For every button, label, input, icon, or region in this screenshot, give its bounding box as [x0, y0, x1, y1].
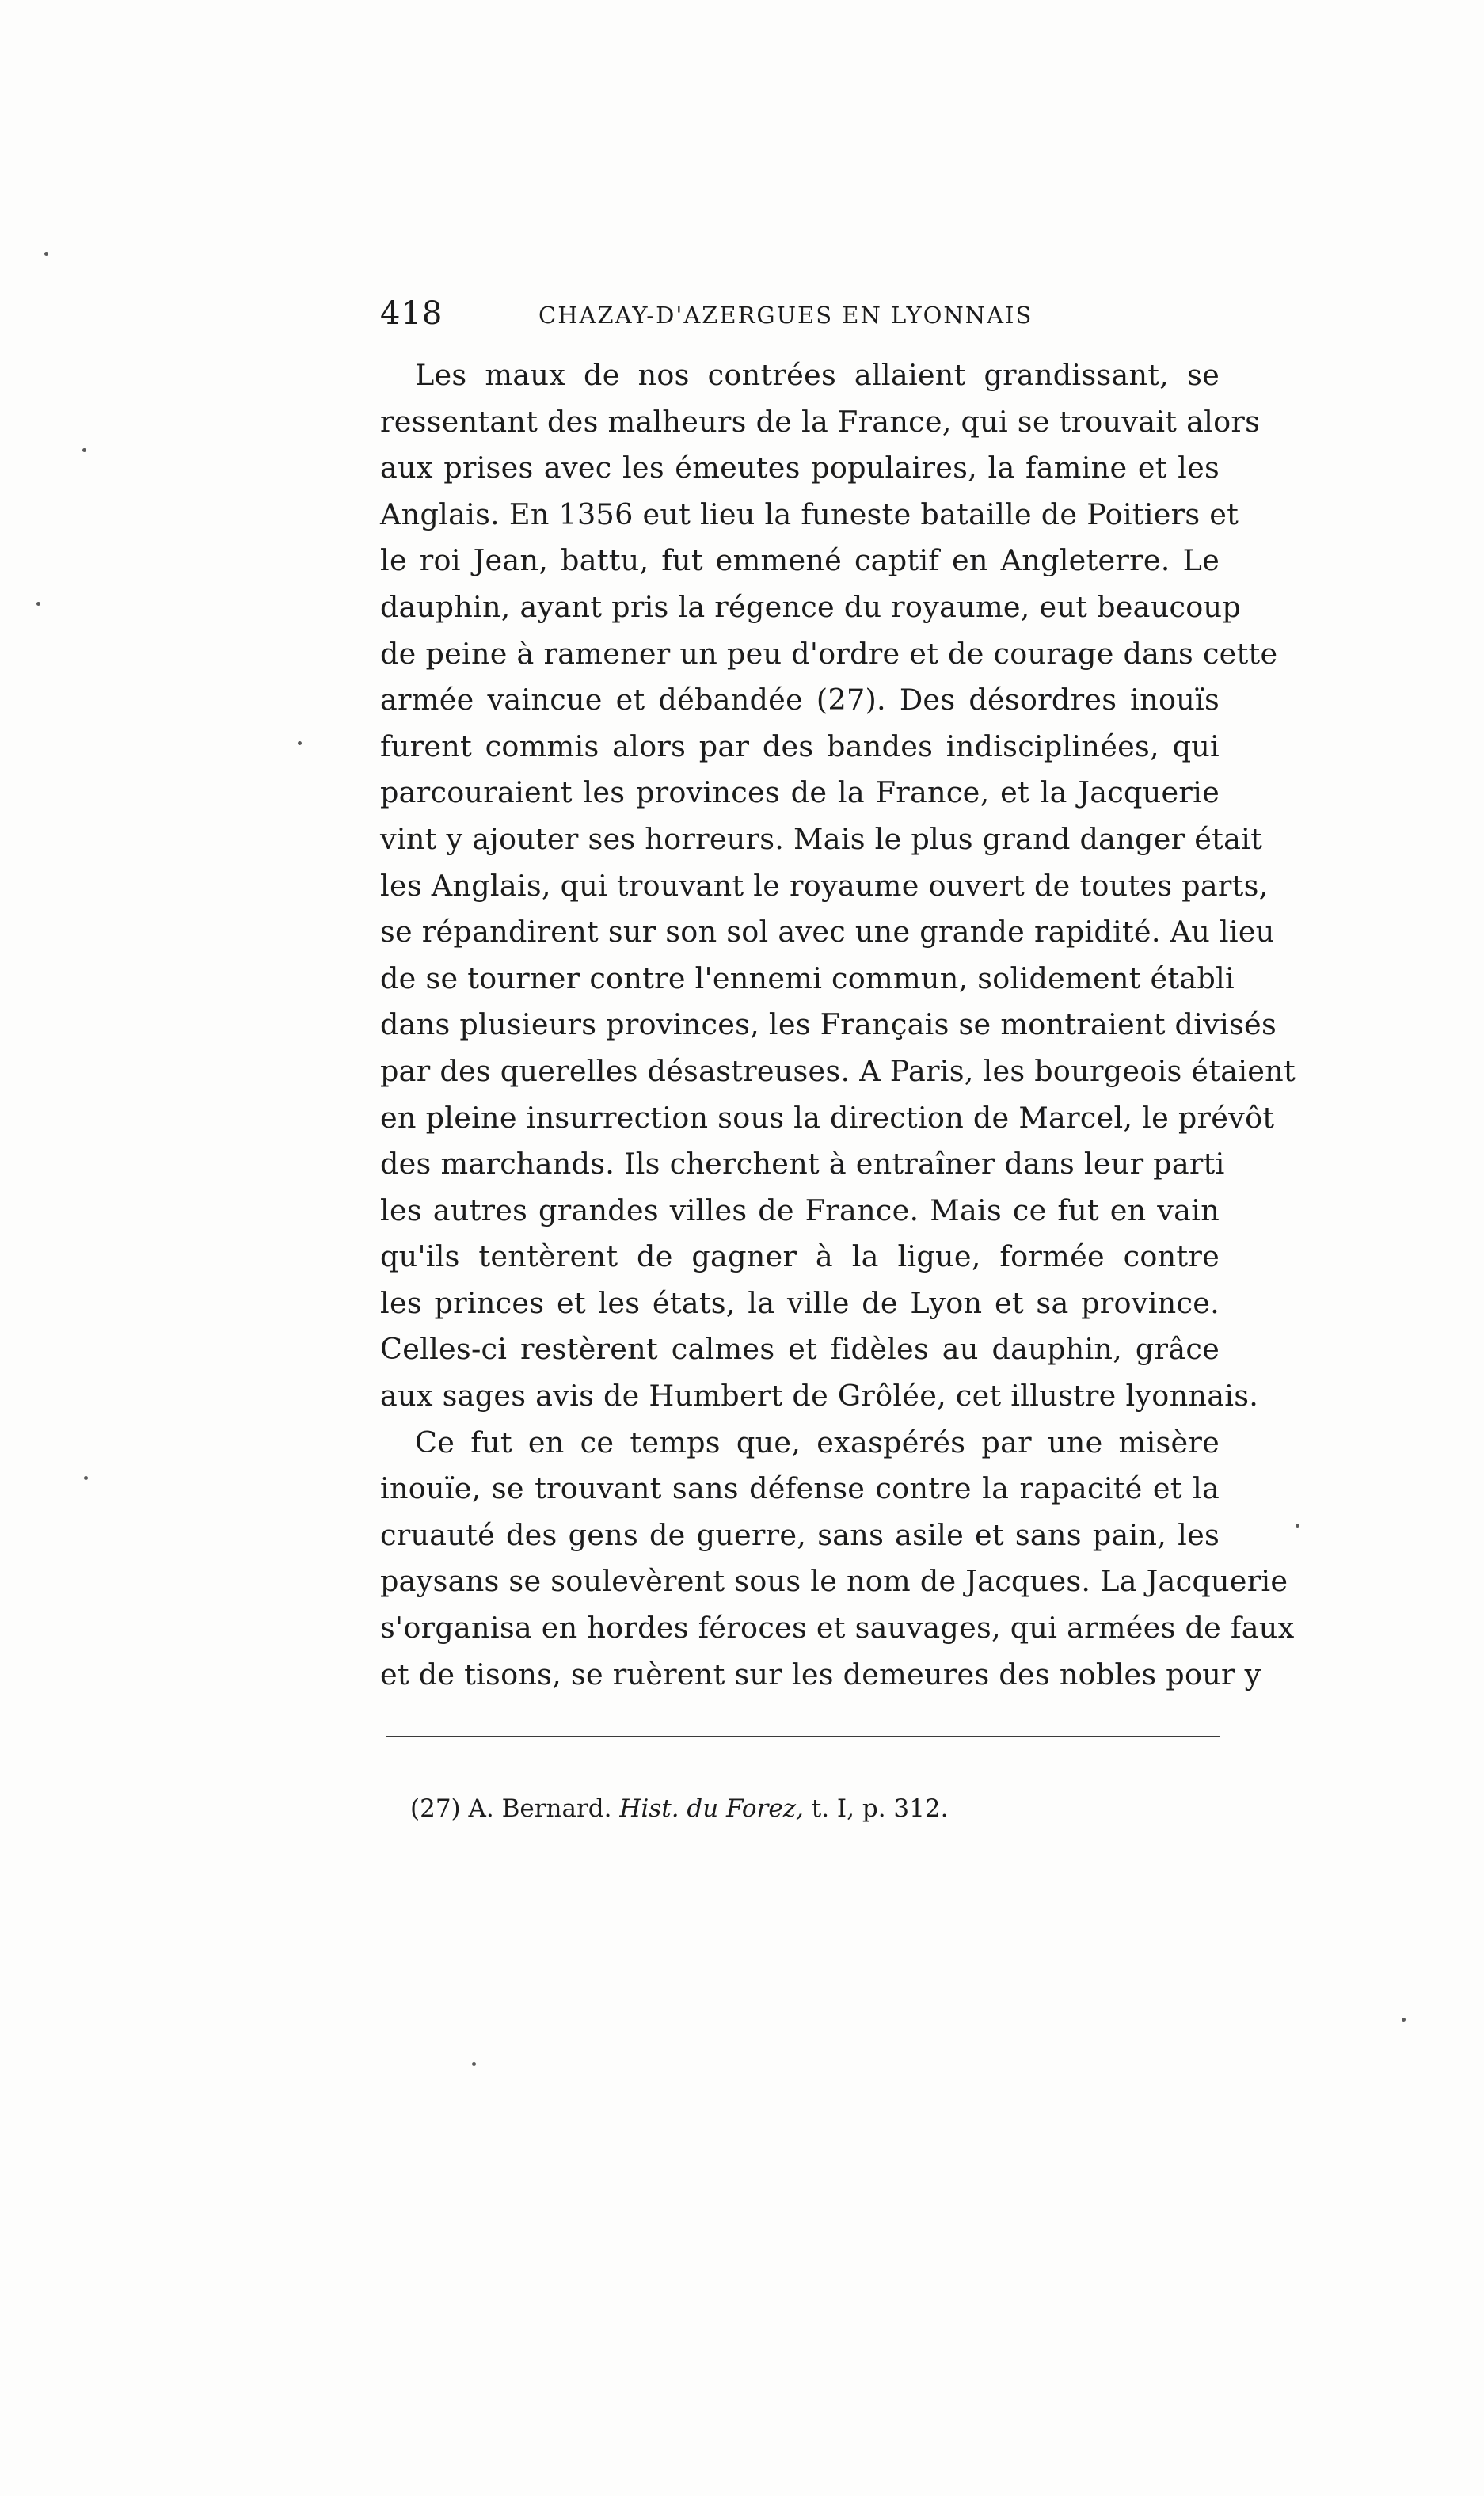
text-line: paysans se soulevèrent sous le nom de Jacques. La Jacquerie	[380, 1564, 1288, 1599]
text-line: les Anglais, qui trouvant le royaume ouvert de toutes parts,	[380, 868, 1269, 903]
text-line: Les maux de nos contrées allaient grandissant, se	[415, 358, 1220, 392]
paper-speck	[82, 448, 86, 452]
text-line: le roi Jean, battu, fut emmené captif en Angleterre. Le	[380, 543, 1220, 578]
paper-speck	[84, 1476, 88, 1480]
footnote-number: (27)	[410, 1794, 461, 1823]
running-title: CHAZAY-D'AZERGUES EN LYONNAIS	[538, 302, 1033, 329]
text-line: dauphin, ayant pris la régence du royaume, eut beaucoup	[380, 589, 1241, 624]
text-line: parcouraient les provinces de la France, et la Jacquerie	[380, 775, 1220, 810]
text-line: Anglais. En 1356 eut lieu la funeste bataille de Poitiers et	[380, 497, 1239, 531]
text-line: des marchands. Ils cherchent à entraîner dans leur parti	[380, 1147, 1225, 1181]
text-line: aux prises avec les émeutes populaires, la famine et les	[380, 451, 1220, 485]
footnote-reference: t. I, p. 312.	[811, 1794, 949, 1823]
footnote-rule	[386, 1736, 1220, 1737]
text-line: et de tisons, se ruèrent sur les demeures des nobles pour y	[380, 1657, 1261, 1691]
text-line: les autres grandes villes de France. Mais ce fut en vain	[380, 1193, 1220, 1227]
text-line: cruauté des gens de guerre, sans asile et sans pain, les	[380, 1517, 1220, 1552]
text-line: de peine à ramener un peu d'ordre et de courage dans cette	[380, 636, 1278, 671]
footnote	[410, 1791, 948, 1826]
text-line: se répandirent sur son sol avec une grande rapidité. Au lieu	[380, 915, 1275, 949]
text-line: les princes et les états, la ville de Lyon et sa province.	[380, 1285, 1220, 1320]
paper-speck	[44, 252, 48, 256]
paper-speck	[298, 741, 302, 745]
text-line: vint y ajouter ses horreurs. Mais le plus grand danger était	[380, 821, 1263, 856]
text-line: en pleine insurrection sous la direction de Marcel, le prévôt	[380, 1100, 1275, 1135]
text-line: ressentant des malheurs de la France, qui se trouvait alors	[380, 404, 1261, 439]
paper-speck	[1402, 2018, 1406, 2022]
paper-speck	[1296, 1524, 1299, 1528]
text-line: Celles-ci restèrent calmes et fidèles au dauphin, grâce	[380, 1332, 1220, 1367]
text-line: s'organisa en hordes féroces et sauvages, qui armées de faux	[380, 1611, 1295, 1646]
paper-speck	[472, 2062, 476, 2066]
text-line: armée vaincue et débandée (27). Des désordres inouïs	[380, 683, 1220, 717]
text-line: dans plusieurs provinces, les Français se montraient divisés	[380, 1007, 1277, 1042]
text-line: qu'ils tentèrent de gagner à la ligue, formée contre	[380, 1239, 1220, 1274]
paper-speck	[36, 602, 40, 606]
text-line: par des querelles désastreuses. A Paris, les bourgeois étaient	[380, 1053, 1296, 1088]
page-number: 418	[380, 295, 443, 332]
text-line: furent commis alors par des bandes indisciplinées, qui	[380, 729, 1220, 763]
page-header	[380, 290, 1220, 337]
text-line: Ce fut en ce temps que, exaspérés par une misère	[415, 1425, 1220, 1459]
text-line: aux sages avis de Humbert de Grôlée, cet illustre lyonnais.	[380, 1379, 1259, 1414]
body-text	[380, 352, 1296, 1698]
text-line: inouïe, se trouvant sans défense contre la rapacité et la	[380, 1471, 1220, 1506]
footnote-title: Hist. du Forez,	[619, 1794, 804, 1823]
text-line: de se tourner contre l'ennemi commun, solidement établi	[380, 961, 1235, 995]
footnote-author: A. Bernard.	[468, 1794, 612, 1823]
